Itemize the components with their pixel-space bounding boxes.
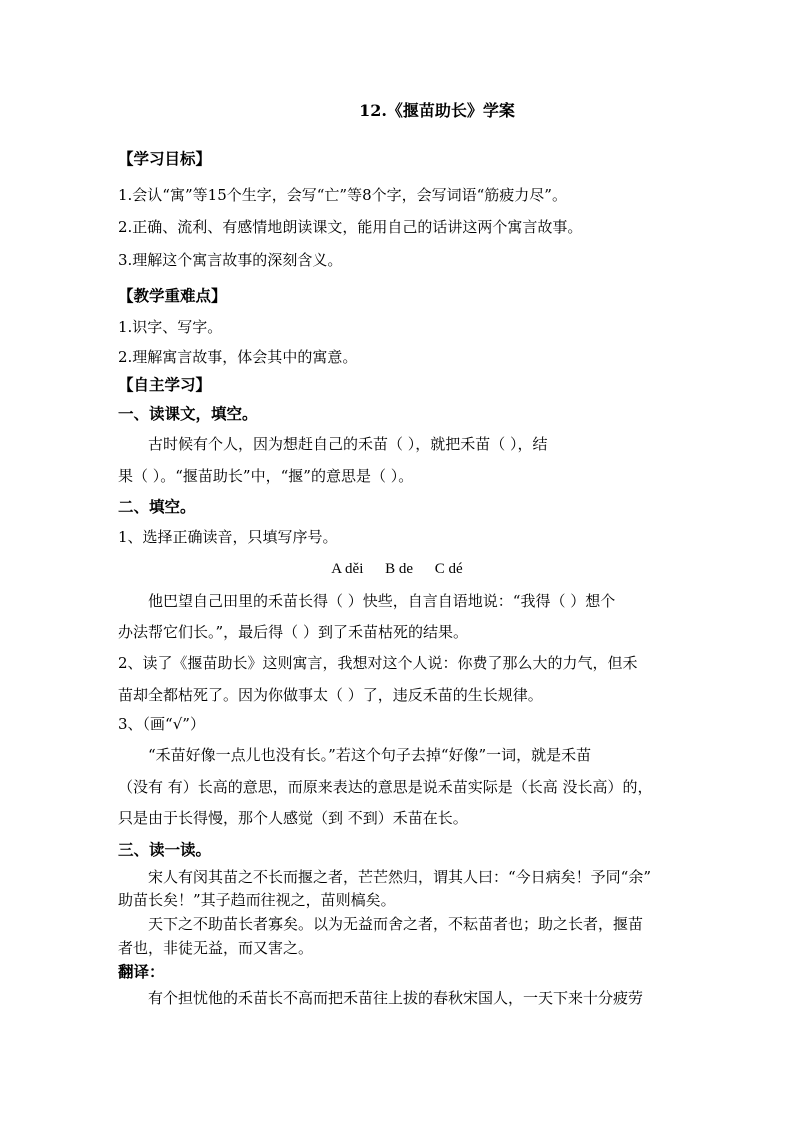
translation-label: 翻译： <box>118 962 165 981</box>
classical-text-line: 者也，非徒无益，而又害之。 <box>118 939 314 957</box>
q1-sentence: 办法帮它们长。”，最后得（ ）到了禾苗枯死的结果。 <box>118 623 468 641</box>
q1-prompt: 1、选择正确读音，只填写序号。 <box>118 528 338 546</box>
classical-text-line: 助苗长矣！”其子趋而往视之，苗则槁矣。 <box>118 891 396 909</box>
part2-heading: 二、填空。 <box>118 497 196 516</box>
part3-heading: 三、读一读。 <box>118 840 212 859</box>
classical-text-line: 宋人有闵其苗之不长而揠之者，芒芒然归，谓其人曰：“今日病矣！予同“余” <box>148 868 652 886</box>
key-point-item: 2.理解寓言故事，体会其中的寓意。 <box>118 348 358 366</box>
q2-sentence: 2、读了《揠苗助长》这则寓言，我想对这个人说：你费了那么大的力气，但禾 <box>118 654 638 672</box>
translation-line: 有个担忧他的禾苗长不高而把禾苗往上拔的春秋宋国人，一天下来十分疲劳 <box>148 989 644 1007</box>
key-points-heading: 【教学重难点】 <box>118 286 227 305</box>
q3-sentence: 只是由于长得慢，那个人感觉（到 不到）禾苗在长。 <box>118 809 468 827</box>
option-a: A děi <box>331 561 364 577</box>
q3-sentence: “禾苗好像一点儿也没有长。”若这个句子去掉“好像”一词，就是禾苗 <box>148 746 592 764</box>
part1-heading: 一、读课文，填空。 <box>118 404 258 423</box>
q2-sentence: 苗却全都枯死了。因为你做事太（ ）了，违反禾苗的生长规律。 <box>118 686 543 704</box>
goal-item: 1.会认“寓”等15个生字，会写“亡”等8个字，会写词语“筋疲力尽”。 <box>118 186 567 204</box>
page-title: 12.《揠苗助长》学案 <box>359 101 515 120</box>
classical-text-line: 天下之不助苗长者寡矣。以为无益而舍之者，不耘苗者也；助之长者，揠苗 <box>148 915 644 933</box>
self-study-heading: 【自主学习】 <box>118 375 212 394</box>
q1-options <box>0 558 794 580</box>
option-c: C dé <box>434 561 463 577</box>
key-point-item: 1.识字、写字。 <box>118 318 223 336</box>
q1-sentence: 他巴望自己田里的禾苗长得（ ）快些，自言自语地说：“我得（ ）想个 <box>148 592 616 610</box>
part1-fill-line: 古时候有个人，因为想赶自己的禾苗（ ），就把禾苗（ ），结 <box>148 435 548 453</box>
q3-sentence: （没有 有）长高的意思，而原来表达的意思是说禾苗实际是（长高 没长高）的， <box>118 778 653 796</box>
option-b: B de <box>385 561 414 577</box>
q3-heading: 3、（画“√”） <box>118 715 205 733</box>
part1-fill-line: 果（ ）。“揠苗助长”中，“揠”的意思是（ ）。 <box>118 467 414 485</box>
goal-item: 2.正确、流利、有感情地朗读课文，能用自己的话讲这两个寓言故事。 <box>118 218 583 236</box>
goal-item: 3.理解这个寓言故事的深刻含义。 <box>118 251 343 269</box>
goals-heading: 【学习目标】 <box>118 149 212 168</box>
